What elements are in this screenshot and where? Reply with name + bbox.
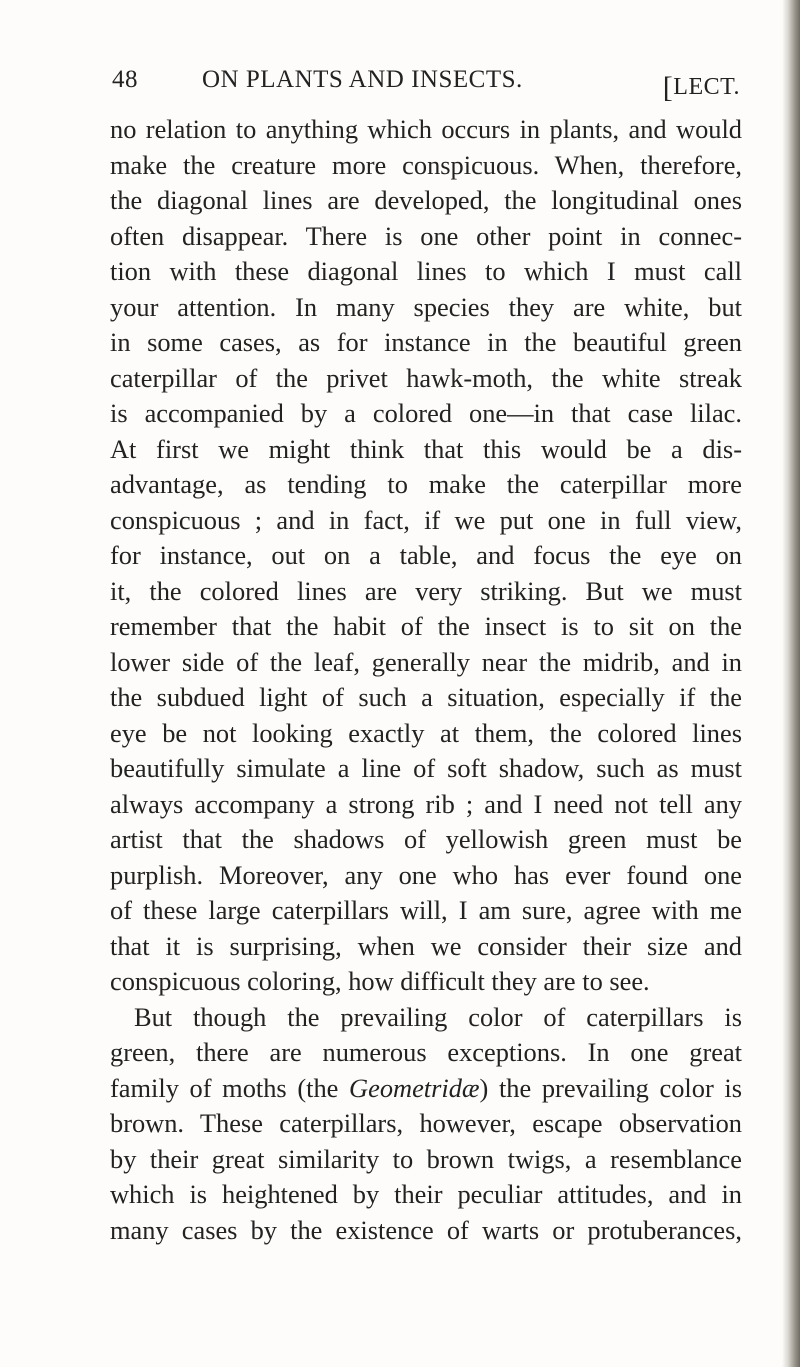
text-line: green, there are numerous exceptions. In one great [110,1037,742,1067]
text-line: in some cases, as for instance in the beautiful green [110,327,742,357]
page-edge-shadow [782,0,800,1367]
text-line: tion with these diagonal lines to which I must call [110,256,742,286]
latin-family-name: Geometridæ [349,1072,480,1103]
section-bracket: [ [662,71,674,104]
text-line: many cases by the existence of warts or protuberances, [110,1214,742,1245]
text-line: family of moths (the Geometridæ) the prevailing color is [110,1072,742,1103]
text-line: advantage, as tending to make the caterpillar more [110,469,742,499]
text-line: conspicuous coloring, how difficult they are to see. [110,966,650,996]
text-line: lower side of the leaf, generally near the midrib, and in [110,646,742,677]
text-line: by their great similarity to brown twigs, a resemblance [110,1143,742,1174]
text-line: beautifully simulate a line of soft shadow, such as must [110,753,742,783]
text-line: is accompanied by a colored one—in that case lilac. [110,398,742,428]
section-label-text: LECT. [673,74,740,100]
text-line: always accompany a strong rib ; and I need not tell any [110,788,742,819]
section-label [663,68,740,102]
text-line: make the creature more conspicuous. When, therefore, [110,149,742,180]
running-title: ON PLANTS AND INSECTS. [202,66,523,93]
text-line: remember that the habit of the insect is to sit on the [110,611,742,641]
text-line: often disappear. There is one other point in connec- [110,220,742,251]
text-line: the subdued light of such a situation, especially if the [110,682,742,712]
page-number: 48 [112,66,138,93]
text-line: no relation to anything which occurs in plants, and would [110,114,742,144]
text-line: eye be not looking exactly at them, the colored lines [110,717,742,748]
text-line: purplish. Moreover, any one who has ever found one [110,859,742,890]
text-line: brown. These caterpillars, however, escape observation [110,1108,742,1138]
text-line: it, the colored lines are very striking. But we must [110,575,742,606]
text-line: artist that the shadows of yellowish green must be [110,824,742,854]
text-line: the diagonal lines are developed, the longitudinal ones [110,185,742,215]
text-line: for instance, out on a table, and focus the eye on [110,540,742,570]
text-line: At first we might think that this would be a dis- [110,433,742,464]
page-header [112,66,740,106]
body-text [110,112,742,1248]
text-line: your attention. In many species they are white, but [110,291,742,322]
text-line: conspicuous ; and in fact, if we put one in full view, [110,504,742,535]
text-line: that it is surprising, when we consider their size and [110,930,742,961]
text-line: But though the prevailing color of caterpillars is [134,1001,742,1032]
text-line: caterpillar of the privet hawk-moth, the white streak [110,362,742,393]
text-line: which is heightened by their peculiar attitudes, and in [110,1179,742,1209]
text-line: of these large caterpillars will, I am sure, agree with me [110,895,742,925]
